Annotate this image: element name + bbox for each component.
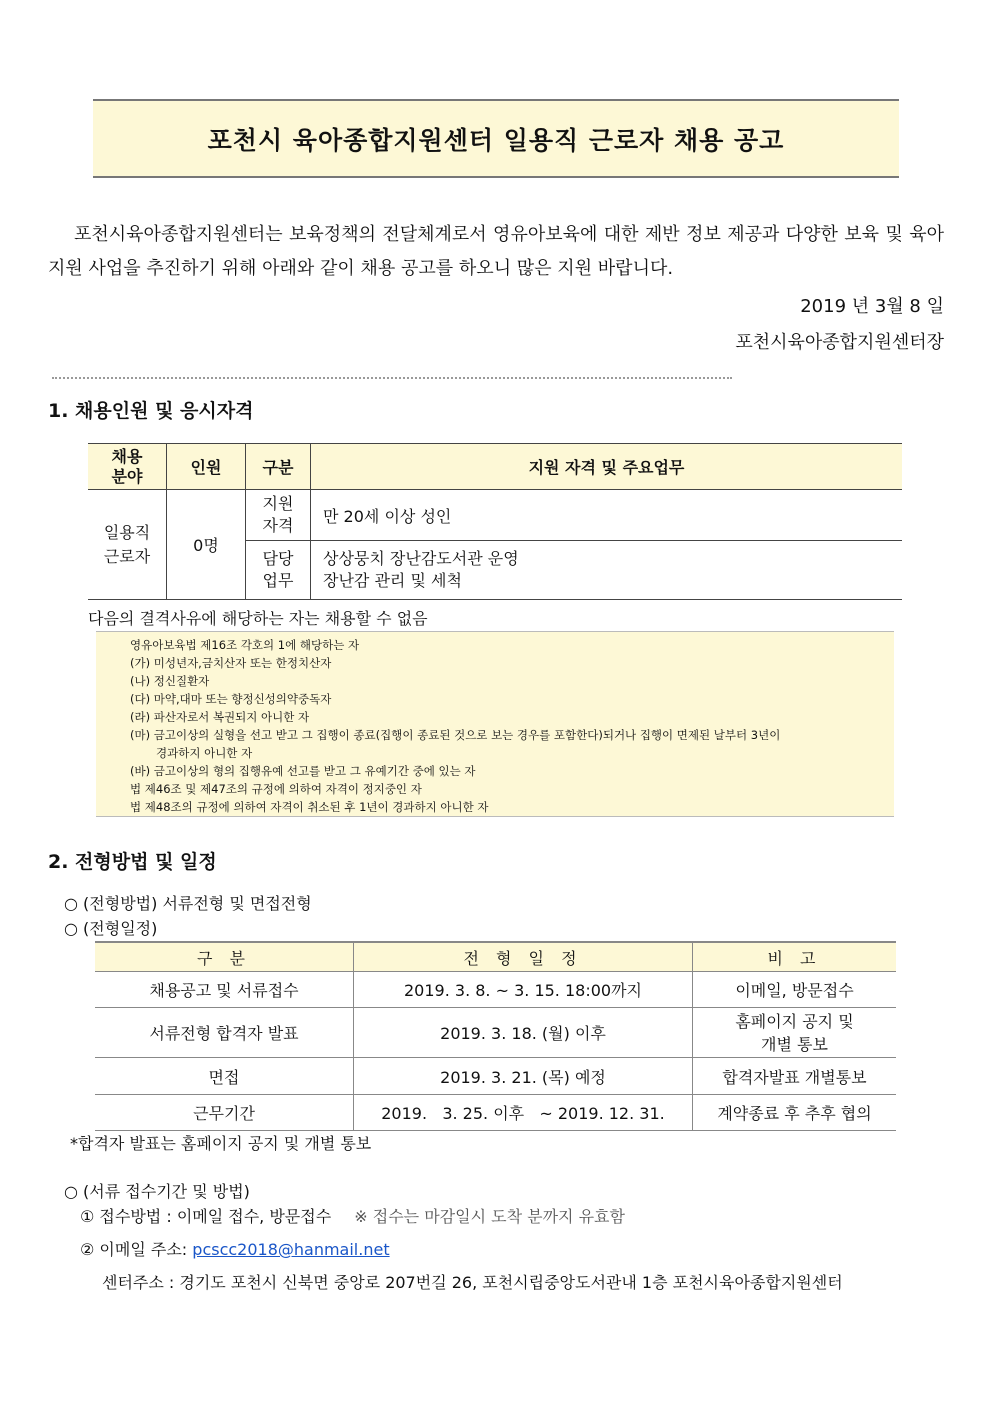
disq-item: 법 제48조의 규정에 의하여 자격이 취소된 후 1년이 경과하지 아니한 자	[130, 800, 489, 814]
schedule-date: 2019. 3. 21. (목) 예정	[354, 1058, 693, 1095]
schedule-date: 2019. 3. 25. 이후 ~ 2019. 12. 31.	[354, 1095, 693, 1131]
schedule-header-date: 전 형 일 정	[354, 942, 693, 972]
header-count: 인원	[167, 444, 246, 490]
schedule-note-line1: 홈페이지 공지 및	[735, 1011, 854, 1031]
disqualification-heading: 다음의 결격사유에 해당하는 자는 채용할 수 없음	[88, 609, 428, 628]
detail-qualification: 만 20세 이상 성인	[311, 490, 903, 541]
email-label: ② 이메일 주소:	[80, 1240, 193, 1259]
disq-item: (마) 금고이상의 실형을 선고 받고 그 집행이 종료(집행이 종료된 것으로 보는 경우를 포함한다)되거나 집행이 면제된 날부터 3년이	[130, 728, 781, 742]
intro-text: 포천시육아종합지원센터는 보육정책의 전달체계로서 영유아보육에 대한 제반 정보 제공과 다양한 보육 및 육아지원 사업을 추진하기 위해 아래와 같이 채용 공고를 하오니 많은 지원 바랍니다.	[48, 224, 944, 279]
disq-item: 영유아보육법 제16조 각호의 1에 해당하는 자	[130, 638, 360, 652]
schedule-note: 합격자발표 개별통보	[693, 1058, 897, 1095]
schedule-item: 면접	[95, 1058, 354, 1095]
intro-paragraph	[48, 218, 944, 286]
schedule-header-note: 비 고	[693, 942, 897, 972]
disq-item: (다) 마약,대마 또는 향정신성의약중독자	[130, 692, 332, 706]
count-value: 0명	[167, 490, 246, 600]
submission-method-note: ※ 접수는 마감일시 도착 분까지 유효함	[354, 1207, 625, 1226]
recruitment-table	[88, 443, 902, 600]
disq-item: 경과하지 아니한 자	[156, 746, 253, 760]
disq-item: 법 제46조 및 제47조의 규정에 의하여 자격이 정지중인 자	[130, 782, 422, 796]
detail-duty-line2: 장난감 관리 및 세척	[323, 571, 462, 590]
schedule-table	[95, 941, 896, 1131]
schedule-note: 계약종료 후 추후 협의	[693, 1095, 897, 1131]
header-category: 구분	[246, 444, 311, 490]
disq-item: (가) 미성년자,금치산자 또는 한정치산자	[130, 656, 332, 670]
disq-item: (라) 파산자로서 복권되지 아니한 자	[130, 710, 310, 724]
field-value: 일용직 근로자	[88, 490, 167, 600]
category-duty: 담당 업무	[246, 541, 311, 600]
category-qualification: 지원 자격	[246, 490, 311, 541]
schedule-date: 2019. 3. 18. (월) 이후	[354, 1008, 693, 1058]
announcement-date: 2019 년 3월 8 일	[800, 296, 944, 317]
schedule-footnote: *합격자 발표는 홈페이지 공지 및 개별 통보	[70, 1134, 372, 1153]
announcement-signature: 포천시육아종합지원센터장	[735, 332, 944, 353]
schedule-item: 근무기간	[95, 1095, 354, 1131]
center-address: 센터주소 : 경기도 포천시 신북면 중앙로 207번길 26, 포천시립중앙도서관내 1층 포천시육아종합지원센터	[102, 1273, 843, 1292]
submission-method-text: ① 접수방법 : 이메일 접수, 방문접수	[80, 1207, 332, 1226]
email-line	[80, 1237, 390, 1260]
schedule-note: 이메일, 방문접수	[693, 972, 897, 1008]
header-detail: 지원 자격 및 주요업무	[311, 444, 903, 490]
detail-duty	[311, 541, 903, 600]
section1-heading: 1. 채용인원 및 응시자격	[48, 400, 254, 422]
schedule-note	[693, 1008, 897, 1058]
section2-heading: 2. 전형방법 및 일정	[48, 851, 217, 873]
selection-method: ○ (전형방법) 서류전형 및 면접전형	[64, 894, 312, 913]
dotted-divider	[52, 377, 732, 379]
submission-label: ○ (서류 접수기간 및 방법)	[64, 1182, 250, 1201]
header-field: 채용 분야	[88, 444, 167, 490]
schedule-note-line2: 개별 통보	[761, 1034, 828, 1054]
schedule-item: 채용공고 및 서류접수	[95, 972, 354, 1008]
document-title: 포천시 육아종합지원센터 일용직 근로자 채용 공고	[93, 99, 899, 178]
detail-duty-line1: 상상뭉치 장난감도서관 운영	[323, 549, 519, 568]
email-link[interactable]: pcscc2018@hanmail.net	[192, 1240, 390, 1259]
disqualification-box	[96, 631, 894, 817]
schedule-label: ○ (전형일정)	[64, 919, 158, 938]
submission-method	[80, 1204, 625, 1227]
schedule-item: 서류전형 합격자 발표	[95, 1008, 354, 1058]
disq-item: (바) 금고이상의 형의 집행유예 선고를 받고 그 유예기간 중에 있는 자	[130, 764, 476, 778]
schedule-header-item: 구 분	[95, 942, 354, 972]
disq-item: (나) 정신질환자	[130, 674, 210, 688]
schedule-date: 2019. 3. 8. ~ 3. 15. 18:00까지	[354, 972, 693, 1008]
